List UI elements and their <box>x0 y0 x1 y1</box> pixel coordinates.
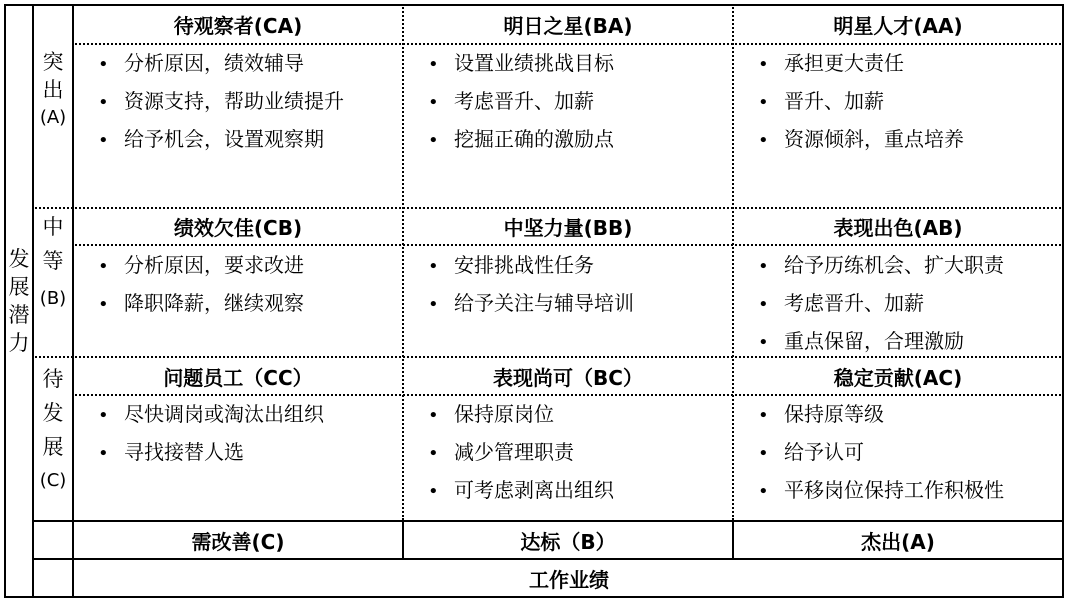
item-text: 保持原岗位 <box>454 402 554 426</box>
row-label-char: 等 <box>42 249 64 273</box>
cell-items <box>756 396 1062 510</box>
item-text: 降职降薪，继续观察 <box>124 291 304 315</box>
row-label-char: 中 <box>42 215 64 239</box>
bullet-icon: • <box>98 54 109 75</box>
cell-title: 表现出色(AB) <box>833 216 963 240</box>
bullet-icon: • <box>758 54 769 75</box>
bullet-icon: • <box>98 130 109 151</box>
bullet-icon: • <box>758 405 769 426</box>
grid-line <box>72 4 74 598</box>
cell-items <box>96 247 402 323</box>
item-text: 分析原因，绩效辅导 <box>124 51 304 75</box>
item-text: 考虑晋升、加薪 <box>784 291 924 315</box>
item-text: 资源倾斜，重点培养 <box>784 127 964 151</box>
list-item <box>96 121 402 159</box>
item-text: 重点保留，合理激励 <box>784 329 964 353</box>
bullet-icon: • <box>428 294 439 315</box>
col-label-improve: 需改善(C) <box>191 529 285 554</box>
item-text: 给予关注与辅导培训 <box>454 291 634 315</box>
item-text: 寻找接替人选 <box>124 440 244 464</box>
item-text: 考虑晋升、加薪 <box>454 89 594 113</box>
bullet-icon: • <box>428 92 439 113</box>
bullet-icon: • <box>428 405 439 426</box>
y-axis-title-char: 发 <box>8 247 30 271</box>
list-item <box>96 83 402 121</box>
bullet-icon: • <box>428 481 439 502</box>
list-item <box>756 247 1062 285</box>
cell-title: 稳定贡献(AC) <box>833 365 963 390</box>
grid-line <box>402 4 404 520</box>
col-label-meets: 达标（B） <box>520 529 616 554</box>
row-label-high <box>34 44 72 164</box>
item-text: 尽快调岗或淘汰出组织 <box>124 402 324 426</box>
item-text: 保持原等级 <box>784 402 884 426</box>
list-item <box>426 45 732 83</box>
row-label-char: 待 <box>42 367 64 391</box>
bullet-icon: • <box>758 92 769 113</box>
list-item <box>756 45 1062 83</box>
item-text: 分析原因，要求改进 <box>124 253 304 277</box>
item-text: 承担更大责任 <box>784 51 904 75</box>
bullet-icon: • <box>758 130 769 151</box>
y-axis-title <box>4 4 34 598</box>
row-label-char: (C) <box>39 470 67 491</box>
bullet-icon: • <box>98 256 109 277</box>
cell-items <box>426 45 732 159</box>
list-item <box>756 121 1062 159</box>
cell-title: 明星人才(AA) <box>833 14 963 38</box>
list-item <box>756 396 1062 434</box>
item-text: 安排挑战性任务 <box>454 253 594 277</box>
item-text: 减少管理职责 <box>454 440 574 464</box>
cell-items <box>756 247 1062 361</box>
cell-title: 表现尚可（BC） <box>493 365 643 390</box>
row-label-low <box>34 358 72 520</box>
list-item <box>426 285 732 323</box>
item-text: 给予机会，设置观察期 <box>124 127 324 151</box>
y-axis-title-char: 力 <box>8 331 30 355</box>
bullet-icon: • <box>428 256 439 277</box>
row-label-char: 展 <box>42 435 64 459</box>
bullet-icon: • <box>98 294 109 315</box>
list-item <box>96 247 402 285</box>
item-text: 晋升、加薪 <box>784 89 884 113</box>
item-text: 挖掘正确的激励点 <box>454 127 614 151</box>
list-item <box>756 323 1062 361</box>
list-item <box>756 434 1062 472</box>
cell-items <box>96 45 402 159</box>
cell-title: 问题员工（CC） <box>163 365 313 390</box>
row-label-char: (B) <box>39 288 67 309</box>
list-item <box>756 83 1062 121</box>
bullet-icon: • <box>758 256 769 277</box>
item-text: 平移岗位保持工作积极性 <box>784 478 1004 502</box>
cell-title: 明日之星(BA) <box>503 14 633 38</box>
bullet-icon: • <box>428 130 439 151</box>
row-label-medium <box>34 208 72 356</box>
col-label-outstanding: 杰出(A) <box>861 529 935 554</box>
list-item <box>426 434 732 472</box>
cell-items <box>426 396 732 510</box>
y-axis-title-char: 展 <box>8 275 30 299</box>
x-axis-title: 工作业绩 <box>529 567 609 592</box>
grid-line <box>732 4 734 520</box>
cell-title: 绩效欠佳(CB) <box>173 216 303 240</box>
bullet-icon: • <box>98 92 109 113</box>
y-axis-title-char: 潜 <box>8 303 30 327</box>
bullet-icon: • <box>98 443 109 464</box>
bullet-icon: • <box>428 443 439 464</box>
list-item <box>426 247 732 285</box>
row-label-char: 突 <box>42 50 64 74</box>
list-item <box>96 434 402 472</box>
bullet-icon: • <box>758 332 769 353</box>
bullet-icon: • <box>758 294 769 315</box>
cell-items <box>96 396 402 472</box>
bullet-icon: • <box>758 443 769 464</box>
row-label-char: 发 <box>42 401 64 425</box>
list-item <box>426 472 732 510</box>
list-item <box>756 472 1062 510</box>
list-item <box>96 285 402 323</box>
list-item <box>96 45 402 83</box>
item-text: 给予历练机会、扩大职责 <box>784 253 1004 277</box>
item-text: 可考虑剥离出组织 <box>454 478 614 502</box>
item-text: 给予认可 <box>784 440 864 464</box>
cell-title: 待观察者(CA) <box>173 14 303 38</box>
list-item <box>426 121 732 159</box>
row-label-char: 出 <box>42 78 64 102</box>
item-text: 设置业绩挑战目标 <box>454 51 614 75</box>
cell-items <box>426 247 732 323</box>
bullet-icon: • <box>98 405 109 426</box>
cell-title: 中坚力量(BB) <box>503 216 633 240</box>
item-text: 资源支持，帮助业绩提升 <box>124 89 344 113</box>
list-item <box>96 396 402 434</box>
list-item <box>756 285 1062 323</box>
list-item <box>426 396 732 434</box>
list-item <box>426 83 732 121</box>
grid-line <box>72 244 1064 246</box>
bullet-icon: • <box>428 54 439 75</box>
cell-items <box>756 45 1062 159</box>
bullet-icon: • <box>758 481 769 502</box>
row-label-char: (A) <box>39 107 67 128</box>
